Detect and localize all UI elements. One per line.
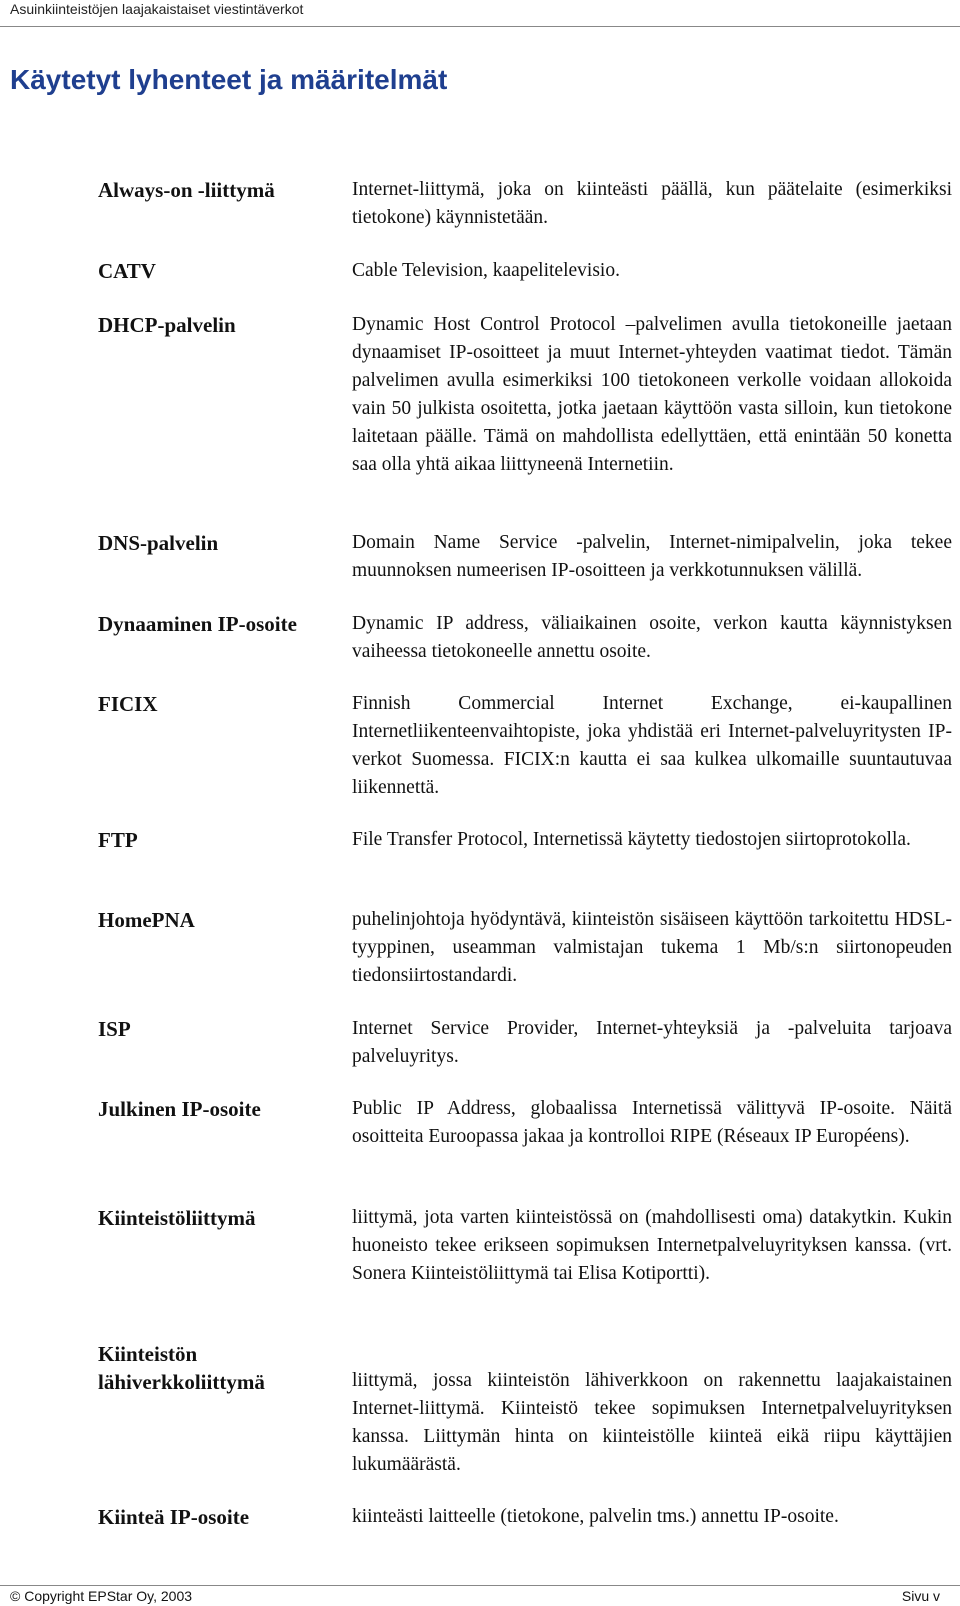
glossary-definition: puhelinjohtoja hyödyntävä, kiinteistön sisäiseen käyttöön tarkoitettu HDSL-tyyppinen, useamman valmistajan tukema 1 Mb/s:n siirtonopeuden tiedonsiirtostandardi. [352, 909, 952, 986]
glossary-term: CATV [98, 259, 156, 283]
glossary-definition: liittymä, jota varten kiinteistössä on (mahdollisesti oma) datakytkin. Kukin huoneisto tekee erikseen sopimuksen Internetpalveluyrityksen kanssa. (vrt. Sonera Kiinteistöliittymä tai Elisa Kotiportti). [352, 1207, 952, 1284]
glossary-term: FICIX [98, 692, 158, 716]
glossary-definition: Cable Television, kaapelitelevisio. [352, 260, 620, 281]
glossary-term: Kiinteistön lähiverkkoliittymä [98, 1342, 265, 1394]
footer-copyright: © Copyright EPStar Oy, 2003 [10, 1588, 193, 1604]
glossary-term: Always-on -liittymä [98, 178, 275, 202]
glossary-definition: kiinteästi laitteelle (tietokone, palvelin tms.) annettu IP-osoite. [352, 1506, 839, 1527]
glossary-definition: liittymä, jossa kiinteistön lähiverkkoon on rakennettu laajakaistainen Internet-liittymä. Kiinteistö tekee sopimuksen Internetpalveluyrityksen kanssa. Liittymän hinta on kiinteistölle kiinteä eikä riipu käyttäjien lukumäärästä. [352, 1370, 952, 1475]
glossary-definition: Domain Name Service -palvelin, Internet-nimipalvelin, joka tekee muunnoksen numeerisen IP-osoitteen ja verkkotunnuksen välillä. [352, 532, 952, 581]
glossary-term: Kiinteä IP-osoite [98, 1505, 250, 1529]
running-header: Asuinkiinteistöjen laajakaistaiset viestintäverkot [10, 1, 304, 17]
glossary-definition: Finnish Commercial Internet Exchange, ei-kaupallinen Internetliikenteenvaihtopiste, joka yhdistää eri Internet-palveluyritysten IP-verkot Suomessa. FICIX:n kautta ei saa kulkea ulkomaille suuntautuvaa liikennettä. [352, 693, 952, 798]
glossary-definition: File Transfer Protocol, Internetissä käytetty tiedostojen siirtoprotokolla. [352, 829, 911, 850]
glossary-term: FTP [98, 828, 138, 852]
glossary-term: ISP [98, 1017, 131, 1041]
page-title: Käytetyt lyhenteet ja määritelmät [10, 64, 448, 95]
glossary-term: DNS-palvelin [98, 531, 219, 555]
footer-page-number: Sivu v [901, 1588, 940, 1604]
glossary-definition: Dynamic Host Control Protocol –palvelimen avulla tietokoneille jaetaan dynaamiset IP-osoitteet ja muut Internet-yhteyden vaatimat tiedot. Tämän palvelimen avulla esimerkiksi 100 tietokoneen verkolle voidaan allokoida vain 50 julkista osoitetta, jotka jaetaan käyttöön vasta silloin, kun tietokone laitetaan päälle. Tämä on mahdollista edellyttäen, että enintään 50 konetta saa olla yhtä aikaa liittyneenä Internetiin. [352, 314, 952, 475]
glossary-term: Kiinteistöliittymä [98, 1206, 256, 1230]
glossary-term: Dynaaminen IP-osoite [98, 612, 297, 636]
glossary-term: HomePNA [98, 908, 195, 932]
glossary-definition: Dynamic IP address, väliaikainen osoite, verkon kautta käynnistyksen vaiheessa tietokoneelle annettu osoite. [352, 613, 952, 662]
glossary-definition: Internet Service Provider, Internet-yhteyksiä ja -palveluita tarjoava palveluyritys. [352, 1018, 952, 1067]
glossary-term: DHCP-palvelin [98, 313, 236, 337]
glossary-definition: Public IP Address, globaalissa Internetissä välittyvä IP-osoite. Näitä osoitteita Euroopassa jakaa ja kontrolloi RIPE (Réseaux IP Européens). [352, 1098, 952, 1147]
footer-rule [0, 1585, 960, 1586]
glossary-term: Julkinen IP-osoite [98, 1097, 261, 1121]
header-rule [0, 26, 960, 27]
glossary-definition: Internet-liittymä, joka on kiinteästi päällä, kun päätelaite (esimerkiksi tietokone) käynnistetään. [352, 179, 952, 228]
